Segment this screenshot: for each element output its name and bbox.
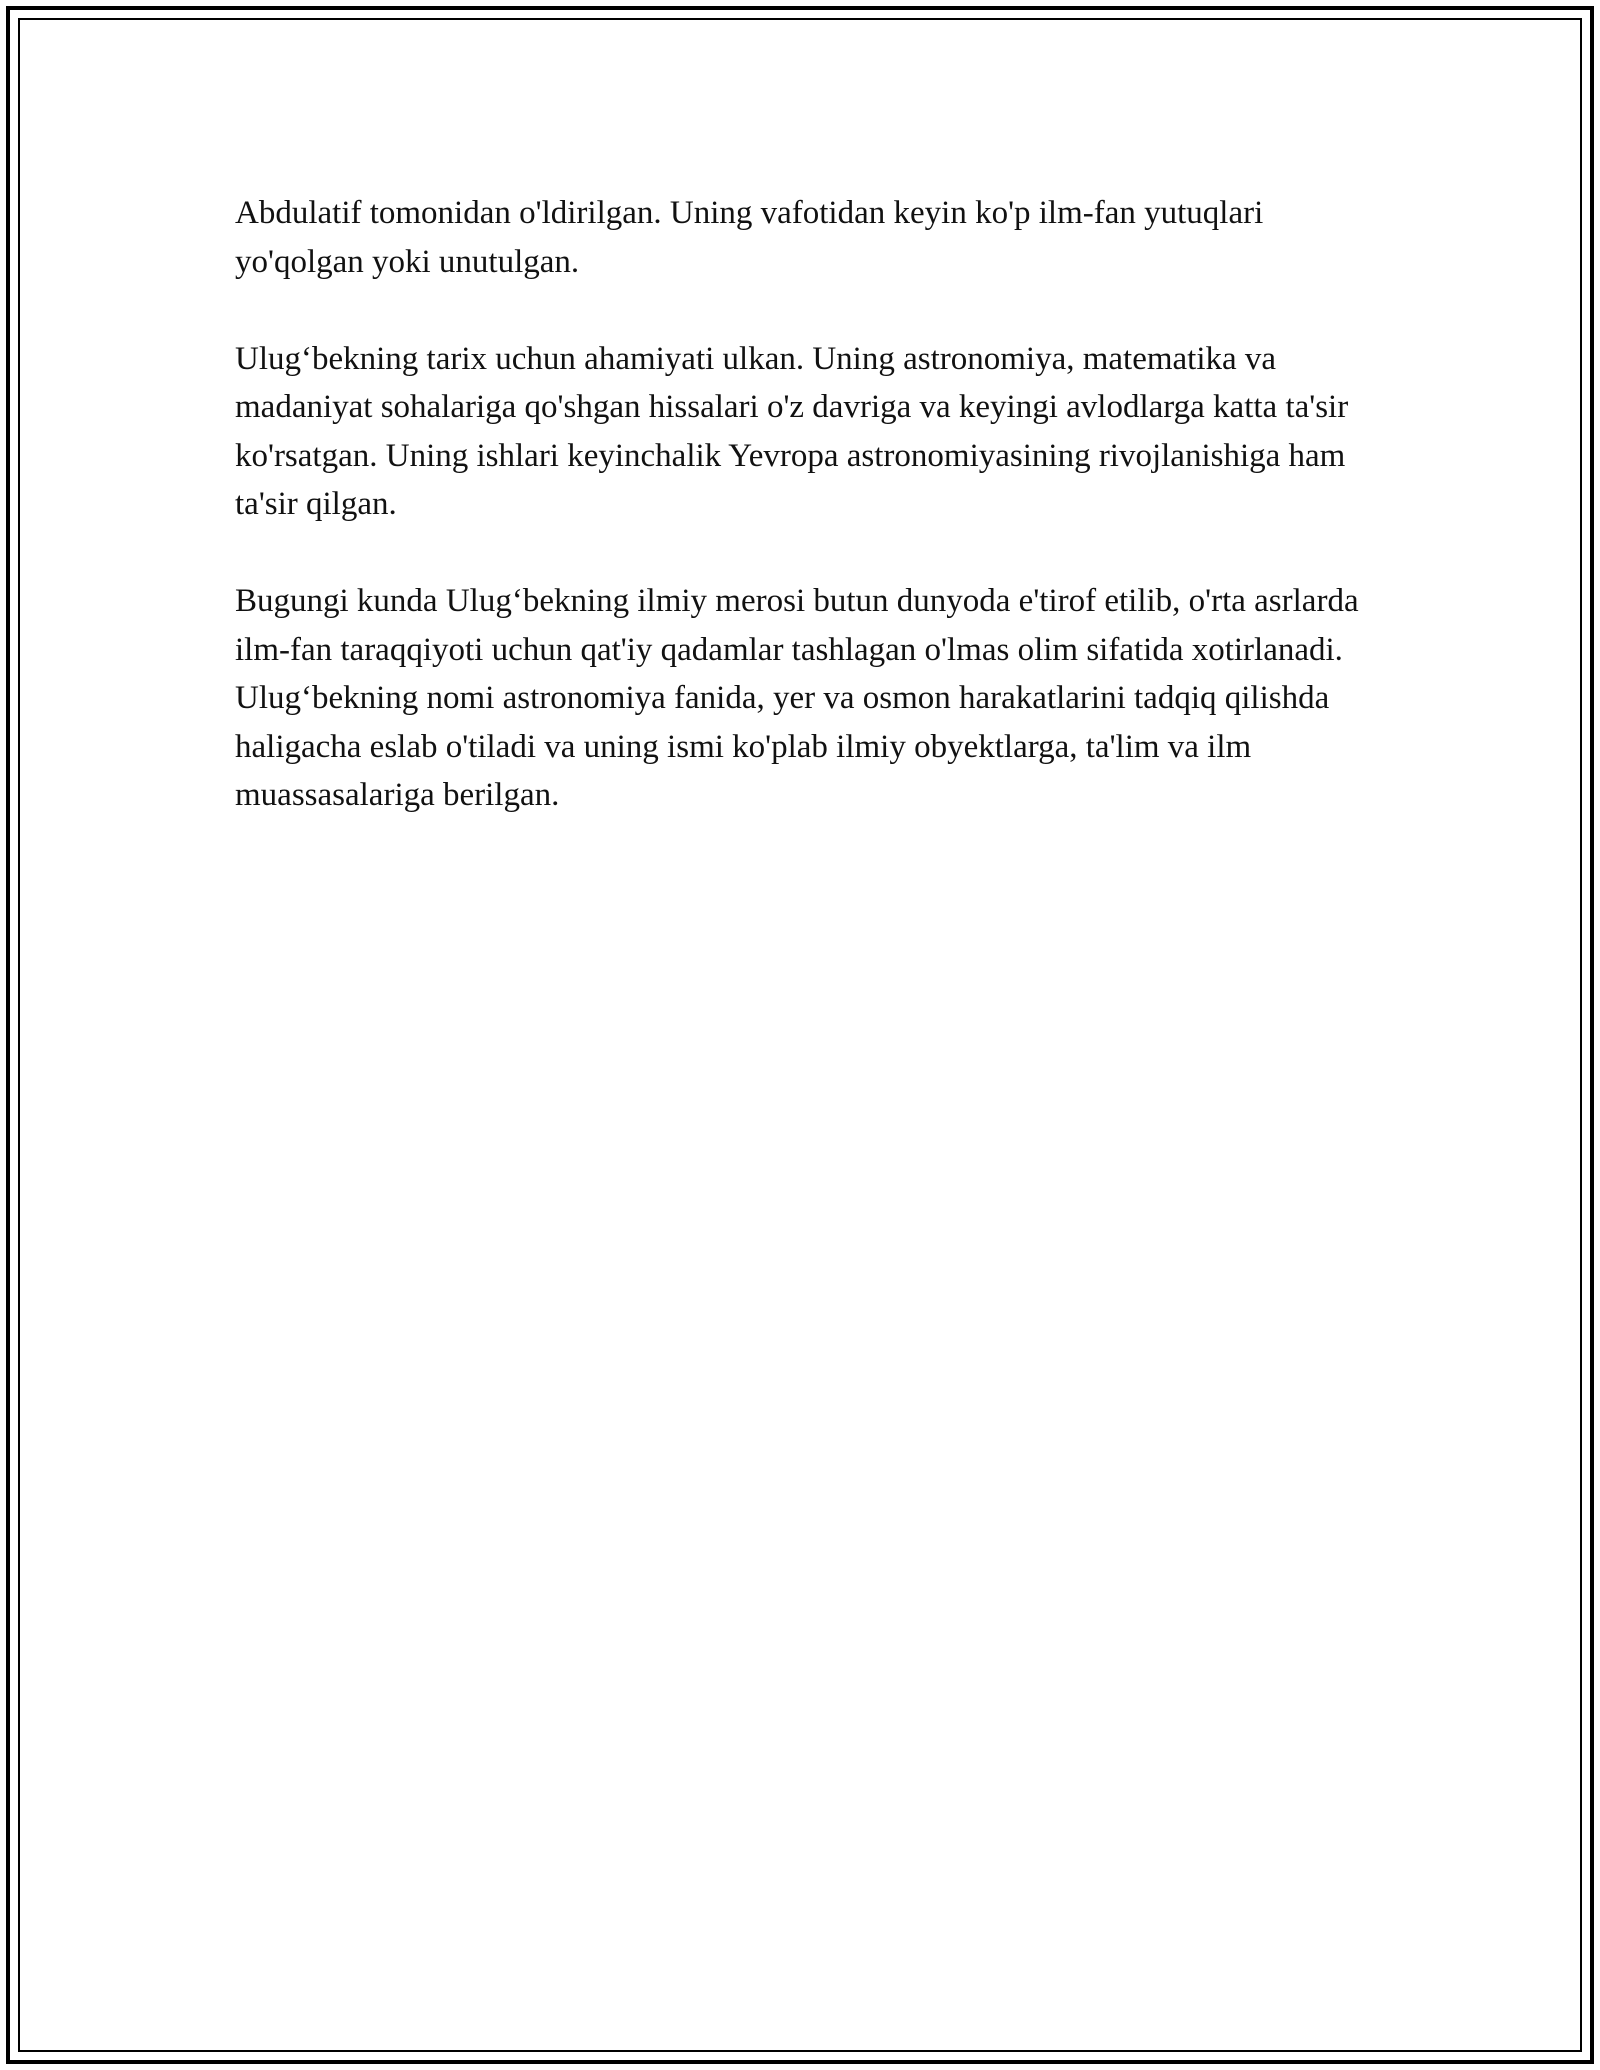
paragraph-1: Abdulatif tomonidan o'ldirilgan. Uning vafotidan keyin ko'p ilm-fan yutuqlari yo'qolgan yoki unutulgan. bbox=[235, 195, 1264, 280]
document-body bbox=[235, 189, 1365, 868]
paragraph-2: Ulug‘bekning tarix uchun ahamiyati ulkan. Uning astronomiya, matematika va madaniyat sohalariga qo'shgan hissalari o'z davriga va keyingi avlodlarga katta ta'sir ko'rsatgan. Uning ishlari keyinchalik Yevropa astronomiyasining rivojlanishiga ham ta'sir qilgan. bbox=[235, 340, 1349, 522]
paragraph-3: Bugungi kunda Ulug‘bekning ilmiy merosi butun dunyoda e'tirof etilib, o'rta asrlarda ilm-fan taraqqiyoti uchun qat'iy qadamlar tashlagan o'lmas olim sifatida xotirlanadi. Ulug‘bekning nomi astronomiya fanida, yer va osmon harakatlarini tadqiq qilishda haligacha eslab o'tiladi va uning ismi ko'plab ilmiy obyektlarga, ta'lim va ilm muassasalariga berilgan. bbox=[235, 583, 1359, 813]
